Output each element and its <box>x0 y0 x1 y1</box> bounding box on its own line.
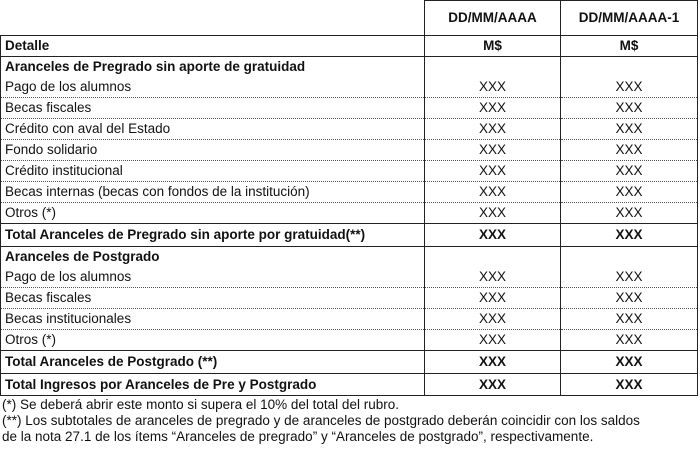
grand-total-value-current: XXX <box>425 374 561 396</box>
total-value-current: XXX <box>425 224 561 247</box>
table-row <box>1 330 698 351</box>
footnote: de la nota 27.1 de los ítems “Aranceles de pregrado” y “Aranceles de postgrado”, respectivamente. <box>2 429 594 444</box>
row-value-previous: XXX <box>561 309 698 330</box>
total-value-previous: XXX <box>561 351 698 374</box>
total-label: Total Aranceles de Postgrado (**) <box>1 351 425 374</box>
row-label: Becas fiscales <box>1 98 425 119</box>
total-label: Total Aranceles de Pregrado sin aporte por gratuidad(**) <box>1 224 425 247</box>
row-value-previous: XXX <box>561 161 698 182</box>
row-value-previous: XXX <box>561 140 698 161</box>
row-label: Becas internas (becas con fondos de la institución) <box>1 182 425 203</box>
section-title: Aranceles de Pregrado sin aporte de gratuidad <box>1 57 425 78</box>
grand-total-label: Total Ingresos por Aranceles de Pre y Postgrado <box>1 374 425 396</box>
total-row-pregrado <box>1 224 698 247</box>
row-value-previous: XXX <box>561 98 698 119</box>
footnotes <box>2 397 698 445</box>
row-label: Otros (*) <box>1 203 425 224</box>
row-value-current: XXX <box>425 161 561 182</box>
period-header-row <box>1 1 698 36</box>
grand-total-row <box>1 374 698 396</box>
row-label: Becas institucionales <box>1 309 425 330</box>
unit-current-header: M$ <box>425 36 561 57</box>
row-value-previous: XXX <box>561 77 698 98</box>
header-blank-cell <box>1 1 425 36</box>
unit-previous-header: M$ <box>561 36 698 57</box>
row-value-current: XXX <box>425 203 561 224</box>
period-current-header: DD/MM/AAAA <box>425 1 561 36</box>
row-label: Becas fiscales <box>1 288 425 309</box>
row-value-current: XXX <box>425 309 561 330</box>
row-value-previous: XXX <box>561 119 698 140</box>
row-label: Pago de los alumnos <box>1 267 425 288</box>
period-previous-header: DD/MM/AAAA-1 <box>561 1 698 36</box>
table-row <box>1 182 698 203</box>
table-row <box>1 140 698 161</box>
row-value-current: XXX <box>425 77 561 98</box>
row-value-current: XXX <box>425 267 561 288</box>
total-value-previous: XXX <box>561 224 698 247</box>
footnote: (**) Los subtotales de aranceles de pregrado y de aranceles de postgrado deberán coincidir con los saldos <box>2 413 640 428</box>
table-row <box>1 267 698 288</box>
row-value-previous: XXX <box>561 267 698 288</box>
total-row-postgrado <box>1 351 698 374</box>
table-row <box>1 288 698 309</box>
row-value-current: XXX <box>425 330 561 351</box>
section-title: Aranceles de Postgrado <box>1 247 425 268</box>
table-row <box>1 203 698 224</box>
column-header-row <box>1 36 698 57</box>
row-value-current: XXX <box>425 140 561 161</box>
row-label: Otros (*) <box>1 330 425 351</box>
section-header-postgrado <box>1 247 698 268</box>
table-row <box>1 309 698 330</box>
total-value-current: XXX <box>425 351 561 374</box>
footnote: (*) Se deberá abrir este monto si supera el 10% del total del rubro. <box>2 397 399 412</box>
table-row <box>1 98 698 119</box>
row-value-previous: XXX <box>561 330 698 351</box>
row-label: Fondo solidario <box>1 140 425 161</box>
row-value-previous: XXX <box>561 288 698 309</box>
row-label: Pago de los alumnos <box>1 77 425 98</box>
row-label: Crédito institucional <box>1 161 425 182</box>
row-value-current: XXX <box>425 288 561 309</box>
row-value-current: XXX <box>425 98 561 119</box>
row-value-previous: XXX <box>561 203 698 224</box>
row-label: Crédito con aval del Estado <box>1 119 425 140</box>
table-row <box>1 119 698 140</box>
table-row <box>1 77 698 98</box>
row-value-current: XXX <box>425 119 561 140</box>
row-value-current: XXX <box>425 182 561 203</box>
table-row <box>1 161 698 182</box>
section-header-pregrado <box>1 57 698 78</box>
detail-header: Detalle <box>1 36 425 57</box>
grand-total-value-previous: XXX <box>561 374 698 396</box>
row-value-previous: XXX <box>561 182 698 203</box>
